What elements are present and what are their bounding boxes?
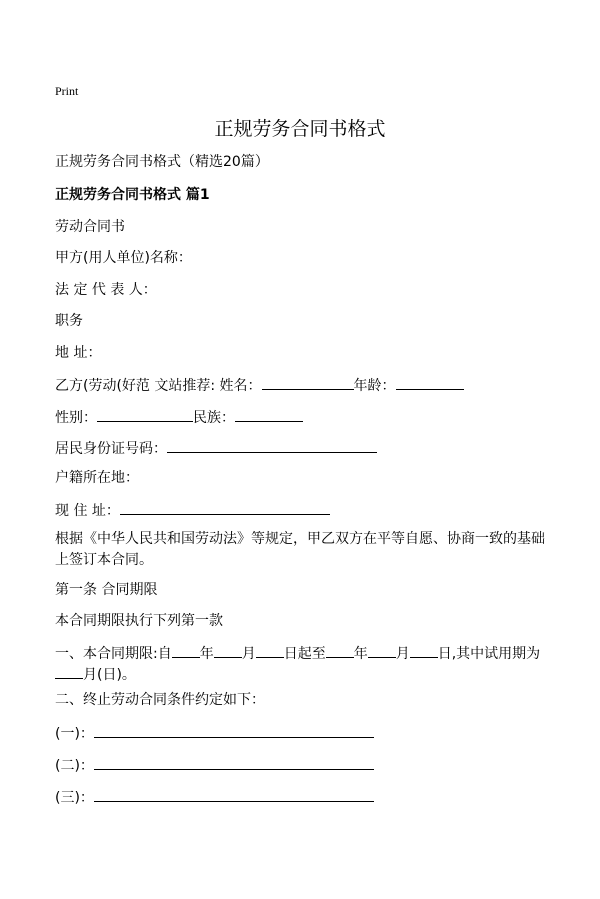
- agreement-paragraph: 根据《中华人民共和国劳动法》等规定，甲乙双方在平等自愿、协商一致的基础上签订本合同。: [55, 531, 545, 568]
- gender-label: 性别：: [55, 410, 97, 426]
- age-label: 年龄：: [353, 378, 396, 394]
- condition-item-3: [55, 787, 374, 807]
- start-day-blank: [256, 643, 284, 658]
- condition-item-2-label: (二)：: [55, 758, 94, 774]
- trial-period-suffix: 月(日)。: [83, 667, 136, 683]
- current-address-blank: [120, 500, 330, 515]
- id-label: 居民身份证号码：: [55, 441, 167, 457]
- condition-item-1-blank: [94, 723, 374, 738]
- id-blank: [167, 438, 377, 453]
- party-a-name-label: 甲方(用人单位)名称：: [55, 250, 192, 266]
- legal-rep-label: 法 定 代 表 人：: [55, 282, 157, 298]
- start-year-label: 年: [199, 646, 214, 662]
- subtitle: 正规劳务合同书格式（精选20篇）: [55, 154, 269, 170]
- page-title: 正规劳务合同书格式: [214, 118, 386, 140]
- section-heading: 正规劳务合同书格式 篇1: [55, 187, 210, 203]
- ethnicity-label: 民族：: [193, 410, 235, 426]
- term-2-line: 二、终止劳动合同条件约定如下：: [55, 692, 265, 708]
- position-label: 职务: [55, 313, 83, 329]
- current-address-line: [55, 500, 330, 520]
- article-1-heading: 第一条 合同期限: [55, 582, 158, 598]
- term-1-prefix: 一、本合同期限:自: [55, 646, 172, 662]
- end-day-label: 日,其中试用期为: [437, 646, 541, 662]
- start-month-label: 月: [241, 646, 256, 662]
- start-month-blank: [214, 643, 242, 658]
- name-blank: [262, 375, 354, 390]
- condition-item-1: [55, 723, 374, 743]
- party-b-line: [55, 375, 464, 395]
- condition-item-2: [55, 755, 374, 775]
- gender-blank: [97, 407, 193, 422]
- address-label: 地 址：: [55, 345, 102, 361]
- trial-period-blank: [55, 664, 83, 679]
- start-day-label: 日起至: [283, 646, 326, 662]
- end-year-label: 年: [353, 646, 368, 662]
- end-day-blank: [410, 643, 438, 658]
- age-blank: [396, 375, 464, 390]
- condition-item-2-blank: [94, 755, 374, 770]
- end-year-blank: [326, 643, 354, 658]
- term-intro: 本合同期限执行下列第一款: [55, 613, 223, 629]
- condition-item-3-blank: [94, 787, 374, 802]
- term-1-line: [55, 643, 540, 663]
- gender-line: [55, 407, 303, 427]
- condition-item-3-label: (三)：: [55, 790, 94, 806]
- current-address-label: 现 住 址：: [55, 503, 120, 519]
- trial-period-line: [55, 664, 136, 684]
- print-label: Print: [55, 84, 79, 98]
- end-month-label: 月: [395, 646, 410, 662]
- party-b-prefix: 乙方(劳动(好范 文站推荐: 姓名：: [55, 378, 262, 394]
- household-label: 户籍所在地：: [55, 470, 139, 486]
- id-line: [55, 438, 377, 458]
- condition-item-1-label: (一)：: [55, 726, 94, 742]
- end-month-blank: [368, 643, 396, 658]
- ethnicity-blank: [235, 407, 303, 422]
- contract-title: 劳动合同书: [55, 219, 125, 235]
- start-year-blank: [172, 643, 200, 658]
